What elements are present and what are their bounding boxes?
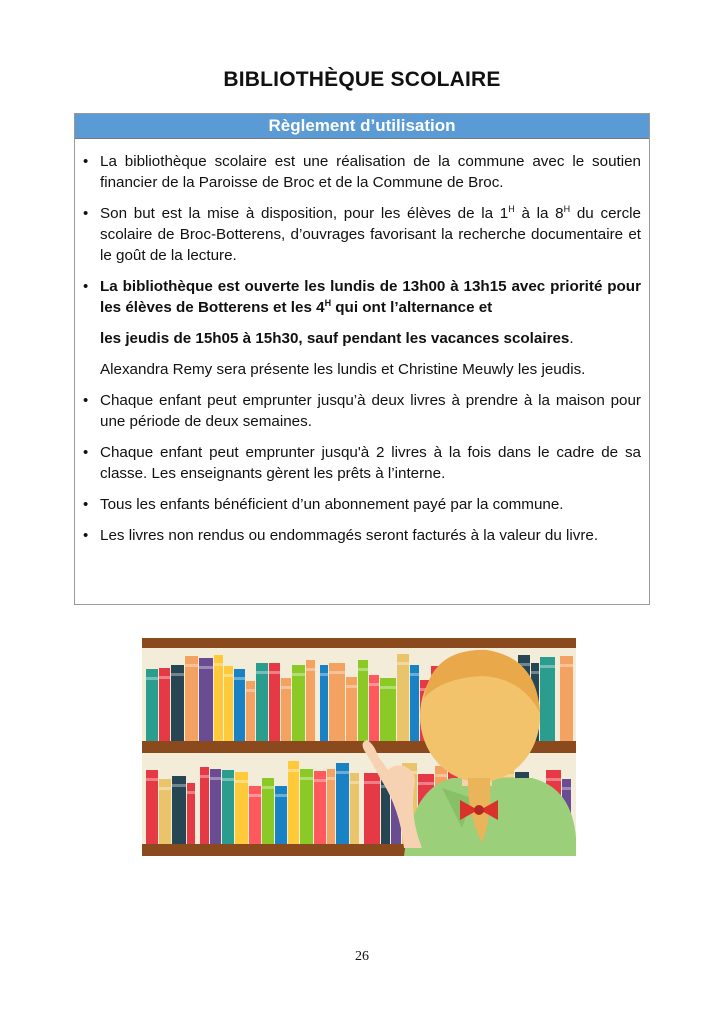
- book-band: [346, 685, 357, 688]
- bullet-icon: •: [83, 205, 89, 222]
- book-band: [210, 777, 221, 780]
- book-spine: [560, 656, 573, 741]
- book-band: [358, 668, 368, 671]
- book-spine: [320, 665, 328, 741]
- page-number: 26: [355, 949, 369, 964]
- book-spine: [329, 663, 345, 741]
- book-band: [320, 673, 328, 676]
- book-band: [262, 786, 274, 789]
- book-spine: [397, 654, 409, 741]
- book-band: [546, 778, 561, 781]
- book-spine: [256, 663, 268, 741]
- opening-hours-text: La bibliothèque est ouverte les lundis de 13h00 à 13h15 avec priorité pour les élèves de Botterens et les $4^H$ qui ont l’alternance et: [100, 278, 641, 316]
- book-band: [329, 671, 345, 674]
- list-item: • Tous les enfants bénéficient d’un abonnement payé par la commune.: [83, 496, 564, 513]
- book-band: [300, 777, 313, 780]
- book-band: [185, 664, 198, 667]
- book-band: [249, 794, 261, 797]
- book-band: [235, 780, 248, 783]
- list-item: • Son but est la mise à disposition, pour les élèves de la $1^H$ à la $8^H$ du cercle scolaire de Broc-Botterens, d’ouvrages favorisant la recherche documentaire et le goût de la lecture.: [83, 203, 641, 264]
- book-spine: [200, 767, 209, 844]
- list-item: • La bibliothèque scolaire est une réalisation de la commune avec le soutien financier de la Paroisse de Broc et de la Commune de Broc.: [83, 153, 641, 191]
- book-band: [222, 778, 234, 781]
- list-item: [75, 276, 641, 380]
- bullet-icon: •: [83, 444, 89, 461]
- book-band: [540, 665, 555, 668]
- book-spine: [410, 665, 419, 741]
- rules-header: Règlement d’utilisation: [75, 114, 649, 139]
- book-band: [397, 662, 409, 665]
- book-band: [418, 782, 434, 785]
- book-spine: [222, 770, 234, 844]
- book-band: [199, 666, 213, 669]
- book-spine: [288, 761, 299, 844]
- bookshelf-girl-icon: [142, 638, 576, 856]
- book-band: [269, 671, 280, 674]
- book-band: [327, 777, 335, 780]
- staff-presence-text: Alexandra Remy sera présente les lundis et Christine Meuwly les jeudis.: [100, 361, 586, 378]
- book-spine: [540, 657, 555, 741]
- book-spine: [336, 763, 349, 844]
- bullet-icon: •: [83, 392, 89, 409]
- book-band: [560, 664, 573, 667]
- bullet-icon: •: [83, 527, 89, 544]
- bullet-icon: •: [83, 153, 89, 170]
- book-band: [214, 663, 223, 666]
- book-band: [275, 794, 287, 797]
- book-band: [306, 668, 315, 671]
- page-title: BIBLIOTHÈQUE SCOLAIRE: [223, 68, 501, 91]
- rules-list: [75, 139, 649, 546]
- book-band: [369, 683, 379, 686]
- book-band: [234, 677, 245, 680]
- book-spine: [306, 660, 315, 741]
- bookshelf-girl-illustration: [142, 638, 576, 856]
- shelf-top: [142, 638, 576, 648]
- book-band: [200, 775, 209, 778]
- book-band: [159, 676, 170, 679]
- book-band: [281, 686, 291, 689]
- book-band: [146, 778, 158, 781]
- book-spine: [224, 666, 233, 741]
- book-spine: [300, 769, 313, 844]
- book-spine: [185, 656, 198, 741]
- book-band: [292, 673, 305, 676]
- book-band: [159, 787, 171, 790]
- book-spine: [146, 770, 158, 844]
- book-band: [288, 769, 299, 772]
- book-band: [172, 784, 186, 787]
- book-band: [336, 771, 349, 774]
- book-band: [562, 787, 571, 790]
- book-spine: [199, 658, 213, 741]
- book-spine: [171, 665, 184, 741]
- list-item: • Les livres non rendus ou endommagés seront facturés à la valeur du livre.: [83, 527, 599, 544]
- book-band: [380, 686, 396, 689]
- book-spine: [269, 663, 280, 741]
- book-band: [410, 673, 419, 676]
- book-band: [350, 781, 359, 784]
- book-band: [146, 677, 158, 680]
- book-band: [171, 673, 184, 676]
- book-band: [246, 689, 255, 692]
- book-spine: [358, 660, 368, 741]
- book-spine: [327, 769, 335, 844]
- book-band: [224, 674, 233, 677]
- book-spine: [210, 769, 221, 844]
- opening-hours-thursday: les jeudis de 15h05 à 15h30, sauf pendant les vacances scolaires.: [100, 330, 574, 347]
- bullet-icon: •: [83, 496, 89, 513]
- book-band: [314, 779, 326, 782]
- book-spine: [214, 655, 223, 741]
- book-spine: [292, 665, 305, 741]
- book-band: [364, 781, 380, 784]
- list-item: • Chaque enfant peut emprunter jusqu’à deux livres à prendre à la maison pour une période de deux semaines.: [83, 392, 641, 430]
- list-item: • Chaque enfant peut emprunter jusqu'à 2 livres à la fois dans le cadre de sa classe. Les enseignants gèrent les prêts à l’interne.: [83, 444, 641, 482]
- book-band: [256, 671, 268, 674]
- rules-box: [74, 113, 650, 605]
- bullet-icon: •: [83, 278, 89, 295]
- book-band: [531, 671, 539, 674]
- book-band: [187, 791, 195, 794]
- book-band: [435, 774, 447, 777]
